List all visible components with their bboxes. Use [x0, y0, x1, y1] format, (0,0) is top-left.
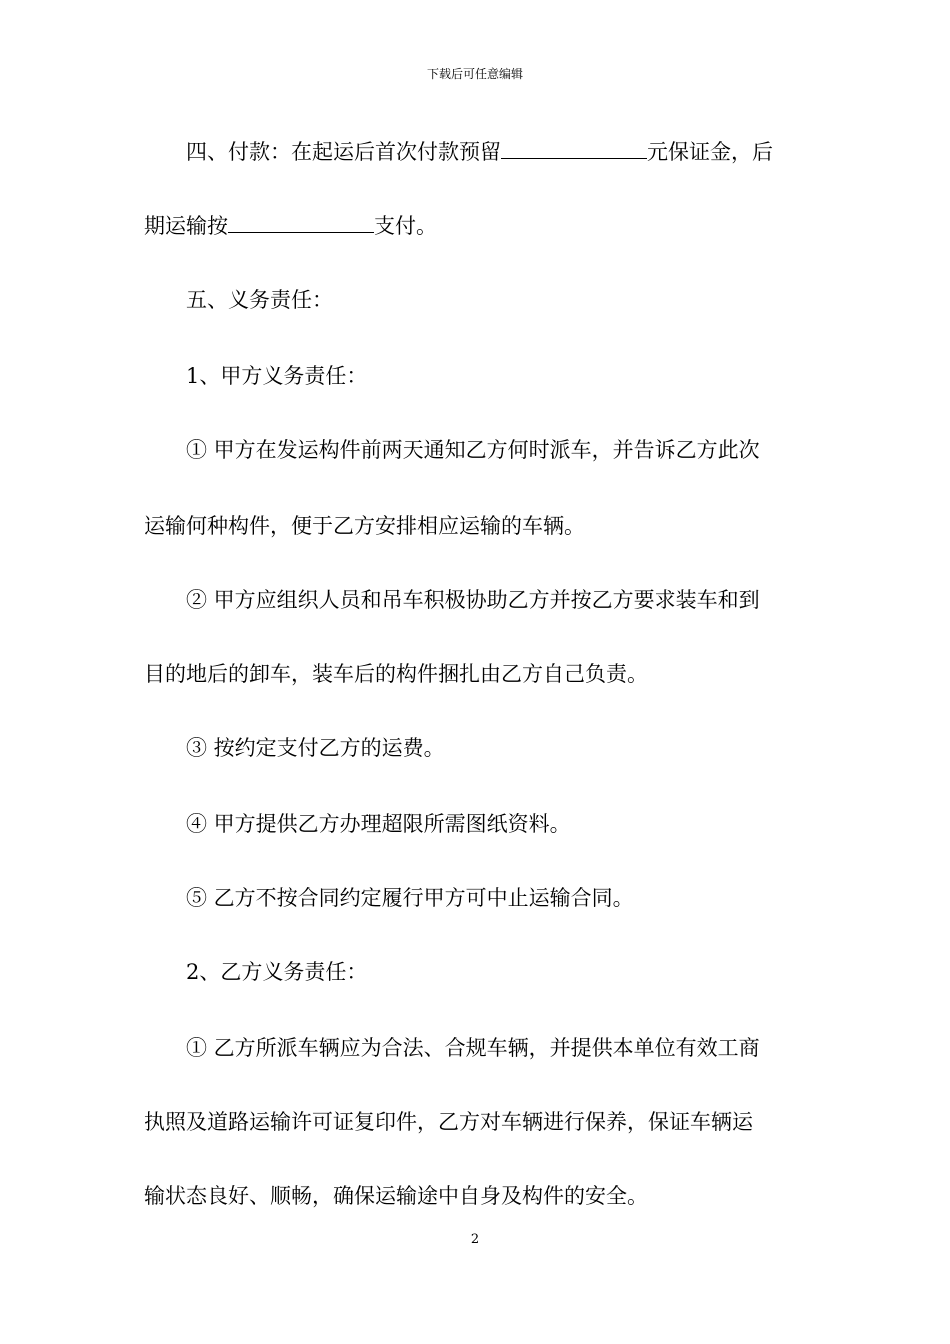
party-a-item3: ③ 按约定支付乙方的运费。 [186, 736, 445, 760]
party-b-item1-line2: 执照及道路运输许可证复印件，乙方对车辆进行保养，保证车辆运 [144, 1110, 753, 1134]
party-b-item1-line3: 输状态良好、顺畅，确保运输途中自身及构件的安全。 [144, 1184, 648, 1208]
payment-clause-text-b: 元保证金，后 [647, 140, 773, 164]
party-a-item1-line2: 运输何种构件，便于乙方安排相应运输的车辆。 [144, 514, 585, 538]
payment-clause-line1 [186, 138, 814, 166]
payment-clause-text-a: 四、付款：在起运后首次付款预留 [186, 140, 501, 164]
payment-method-blank[interactable] [228, 212, 374, 233]
party-a-duty-title: 1、甲方义务责任： [186, 364, 368, 388]
payment-clause-text-d: 支付。 [374, 214, 437, 238]
party-a-item2-line2: 目的地后的卸车，装车后的构件捆扎由乙方自己负责。 [144, 662, 648, 686]
party-b-item1-line1: ① 乙方所派车辆应为合法、合规车辆，并提供本单位有效工商 [186, 1036, 760, 1060]
party-a-item4: ④ 甲方提供乙方办理超限所需图纸资料。 [186, 812, 571, 836]
party-a-item5: ⑤ 乙方不按合同约定履行甲方可中止运输合同。 [186, 886, 634, 910]
duty-section-title: 五、义务责任： [186, 288, 333, 312]
page-number: 2 [470, 1232, 480, 1247]
payment-clause-line2 [144, 212, 814, 240]
party-a-item2-line1: ② 甲方应组织人员和吊车积极协助乙方并按乙方要求装车和到 [186, 588, 760, 612]
party-b-duty-title: 2、乙方义务责任： [186, 960, 368, 984]
party-a-item1-line1: ① 甲方在发运构件前两天通知乙方何时派车，并告诉乙方此次 [186, 438, 760, 462]
payment-clause-text-c: 期运输按 [144, 214, 228, 238]
deposit-amount-blank[interactable] [501, 138, 647, 159]
page-header: 下载后可任意编辑 [426, 67, 523, 81]
